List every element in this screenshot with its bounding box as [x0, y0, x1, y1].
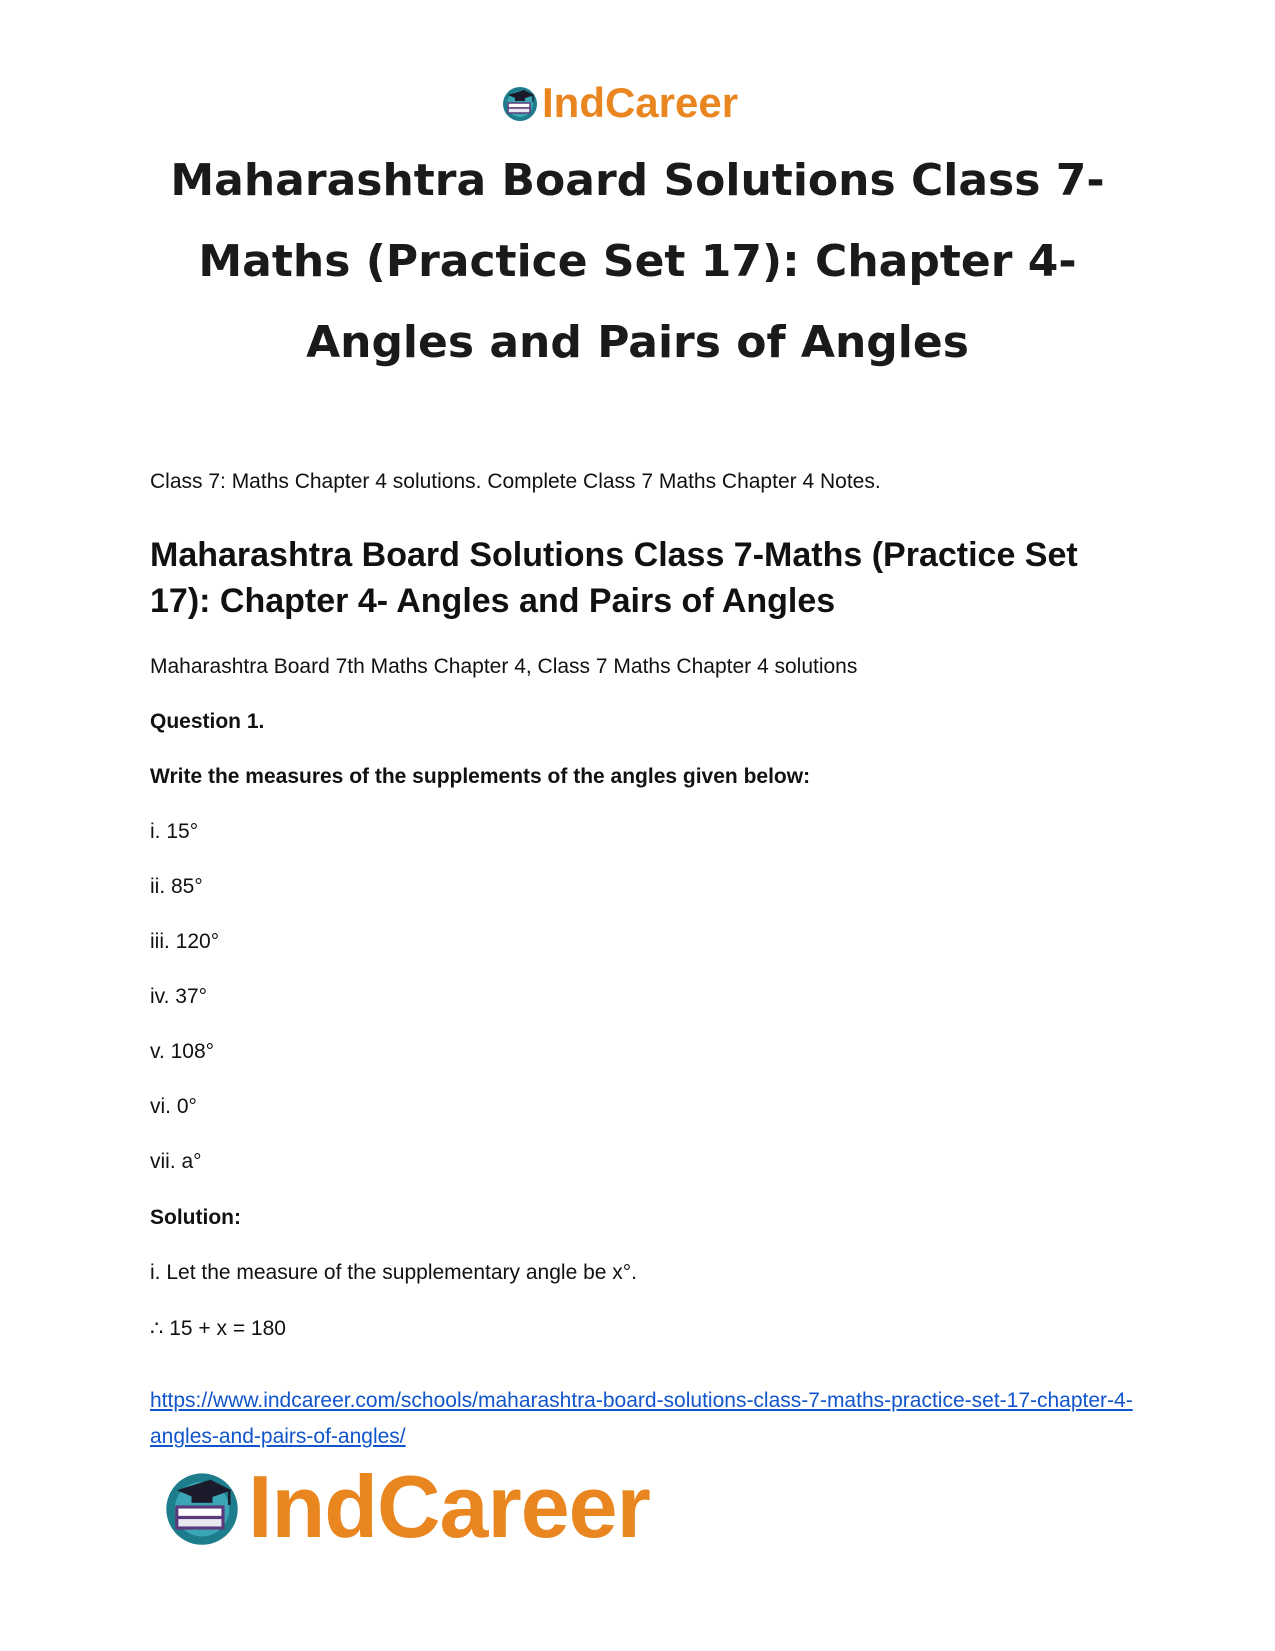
solution-line: i. Let the measure of the supplementary angle be x°. [150, 1261, 638, 1284]
question-label: Question 1. [150, 710, 265, 733]
list-item: vii. a° [150, 1150, 202, 1173]
solution-line: ∴ 15 + x = 180 [150, 1317, 286, 1340]
list-item: ii. 85° [150, 875, 203, 898]
subtitle-text: Maharashtra Board 7th Maths Chapter 4, Class 7 Maths Chapter 4 solutions [150, 655, 858, 678]
list-item: vi. 0° [150, 1095, 197, 1118]
intro-text: Class 7: Maths Chapter 4 solutions. Complete Class 7 Maths Chapter 4 Notes. [150, 470, 881, 493]
list-item: v. 108° [150, 1040, 215, 1063]
list-item: iii. 120° [150, 930, 220, 953]
solution-label: Solution: [150, 1206, 241, 1229]
list-item: i. 15° [150, 820, 199, 843]
page-title: Maharashtra Board Solutions Class 7-Maths (Practice Set 17): Chapter 4- Angles and Pairs of Angles [170, 155, 1105, 368]
section-heading: Maharashtra Board Solutions Class 7-Maths (Practice Set 17): Chapter 4- Angles and Pairs of Angles [150, 536, 1078, 620]
graduation-book-globe-icon [500, 83, 540, 123]
question-prompt: Write the measures of the supplements of the angles given below: [150, 765, 811, 788]
list-item: iv. 37° [150, 985, 208, 1008]
top-logo [500, 78, 738, 128]
logo-text: IndCareer [542, 79, 739, 126]
graduation-book-globe-icon [160, 1465, 244, 1549]
source-link[interactable]: https://www.indcareer.com/schools/maharashtra-board-solutions-class-7-maths-practice-set-17-chapter-4-angles-and-pairs-of-angles/ [150, 1389, 1133, 1448]
logo-text: IndCareer [248, 1457, 650, 1556]
bottom-logo [160, 1457, 650, 1556]
